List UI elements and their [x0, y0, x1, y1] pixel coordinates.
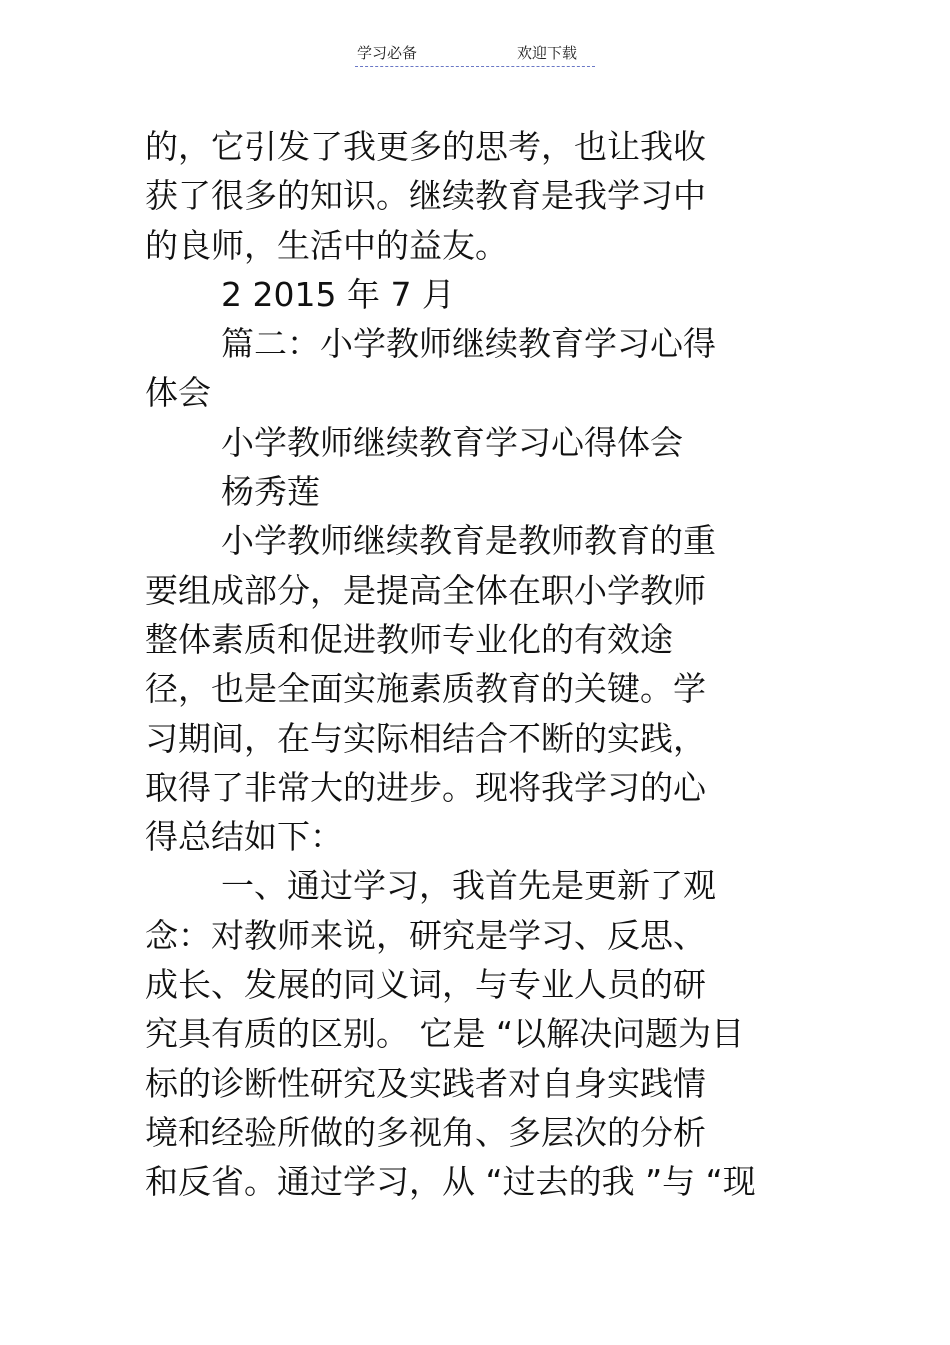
paragraph-line: 成长、发展的同义词，与专业人员的研 — [145, 965, 706, 1005]
paragraph-line: 念：对教师来说，研究是学习、反思、 — [145, 915, 706, 955]
paragraph-line: 取得了非常大的进步。现将我学习的心 — [145, 767, 706, 807]
paragraph-line: 得总结如下： — [145, 817, 343, 857]
paragraph-line: 径，也是全面实施素质教育的关键。学 — [145, 669, 706, 709]
text-line: 的良师，生活中的益友。 — [145, 225, 508, 265]
paragraph-line: 和反省。通过学习，从 “过去的我 ”与 “现 — [145, 1162, 756, 1202]
paragraph-line: 境和经验所做的多视角、多层次的分析 — [145, 1112, 706, 1152]
author-name: 杨秀莲 — [221, 472, 320, 512]
paragraph-line: 习期间，在与实际相结合不断的实践， — [145, 718, 706, 758]
paragraph-line: 整体素质和促进教师专业化的有效途 — [145, 619, 673, 659]
header-right-text: 欢迎下载 — [517, 44, 578, 62]
paragraph-line: 标的诊断性研究及实践者对自身实践情 — [145, 1063, 706, 1103]
page-header — [355, 40, 595, 67]
document-body — [145, 122, 825, 1207]
paragraph-line: 要组成部分，是提高全体在职小学教师 — [145, 570, 706, 610]
paragraph-line: 究具有质的区别。 它是 “以解决问题为目 — [145, 1014, 745, 1054]
text-line: 的，它引发了我更多的思考，也让我收 — [145, 127, 706, 166]
date-line: 2 2015 年 7 月 — [221, 274, 455, 314]
header-left-text: 学习必备 — [357, 44, 418, 62]
paragraph-line: 小学教师继续教育是教师教育的重 — [221, 521, 716, 561]
section-title-line: 篇二：小学教师继续教育学习心得 — [221, 324, 716, 364]
section-title-line: 体会 — [145, 373, 211, 413]
article-title: 小学教师继续教育学习心得体会 — [221, 422, 683, 462]
paragraph-line: 一、通过学习，我首先是更新了观 — [221, 866, 716, 906]
text-line: 获了很多的知识。继续教育是我学习中 — [145, 176, 706, 216]
